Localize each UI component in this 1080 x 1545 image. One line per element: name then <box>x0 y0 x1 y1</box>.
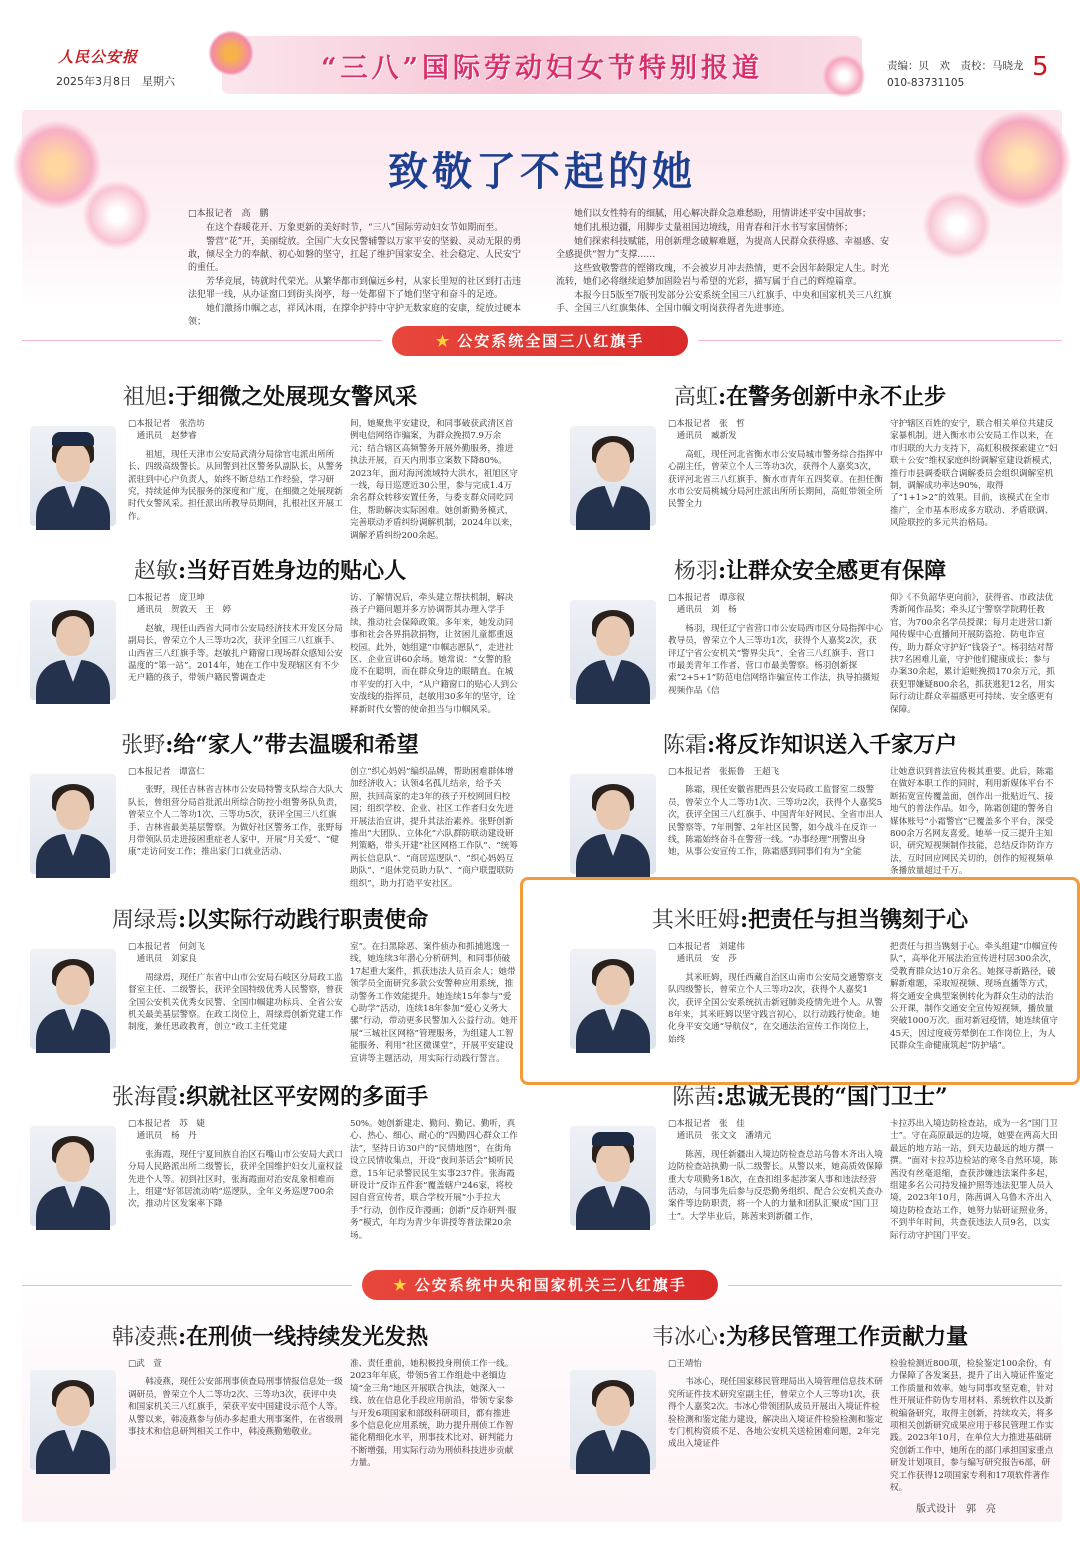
profile-zhaomin: 赵敏:当好百姓身边的贴心人 □本报记者 庞卫坤 通讯员 贺敦天 王 婷 赵敏，现任山西省大同市公安局经济技术开发区分局副局长，曾荣立个人三等功2次，获评全国三八红旗手、山西省三八红旗手等。赵敏扎户籍窗口现场群众感知公安温度的“第一站”。2014年，她在工作中发现辖区有不少无户籍的孩子，带领户籍民警调查走 访、了解情况后，牵头建立帮扶机制，解决孩子户籍问题并多方协调帮其办理入学手续，推动社会保障政策。多年来，她发动同事和社会各界捐款捐物，让贫困儿童都重返校园。此外，她组建“巾帼志愿队”，走进社区、企业宣讲60余场。她常说：“女警的脸庞不在聪明，而在群众身边的眼睛直。在城市平安的打入中，“从户籍窗口的贴心人到公安战线的指挥员，赵敏用30多年的坚守，诠释新时代女警的使命担当与巾帼风采。 <box>20 554 520 719</box>
page-number: 5 <box>1032 52 1049 82</box>
profile-headline: 祖旭:于细微之处展现女警风采 <box>122 384 418 410</box>
profile-zhanghaixia: 张海霞:织就社区平安网的多面手 □本报记者 苏 婕 通讯员 杨 丹 张海霞，现任宁夏回族自治区石嘴山市公安局大武口分局人民路派出所二级警长，获评全国维护妇女儿童权益先进个人等。初到社区时，张海霞面对治安乱象相难而上，组建“好邻居流动哨”巡逻队，全年义务巡逻700余次，推动片区发案率下降 50%。她创新建走、勤问、勤记、勤听，真心、热心、细心、耐心的“四勤四心群众工作法”，坚持日访30户的“民情地图”，在街角设立民情收集点，开设“夜间茶话会”倾听民意，15年记录警民民生实事237件。张海霞研设计“反诈五件套”覆盖辖户246家，将校园自营宣传者，联合学校开展“小手拉大手”行动，创作反诈漫画；创新“反诈研判·服务”模式，年均为青少年讲授等普法课20余场。 <box>20 1080 520 1245</box>
profile-headline: 杨羽:让群众安全感更有保障 <box>673 558 947 584</box>
profile-headline: 高虹:在警务创新中永不止步 <box>673 384 947 410</box>
layout-design-credit: 版式设计 郭 亮 <box>916 1504 996 1515</box>
profile-weibingxin: 韦冰心:为移民管理工作贡献力量 □王靖怡 韦冰心，现任国家移民管理局出入境管理信息技术研究所证件技术研究室副主任，曾荣立个人三等功1次，获得个人嘉奖2次。韦冰心带领团队成员开展出入境证件检验检测和鉴定能力建设，解决出入境证件检验检测和鉴定专门机构资质不足、各地公安机关送检困难问题，2年完成出入境证件 检验检测近800项，检验鉴定100余份，有力保障了各发案县，提升了出入境证件鉴定工作质量和效率。她与同事攻坚克难，针对性开展证件防伪专用材料、系统软件以及新税编备研究，取得主创新，持续攻关，将多项相关创新研究成果应用于移民管理工作实践。2023年10月，在单位大力推进基础研究创新工作中，她所在的部门承担国家重点研发计划项目，参与编写研究报告6部，研究工作获得12项国家专利和17项软件著作权。 <box>560 1320 1060 1495</box>
star-icon: ★ <box>435 332 452 350</box>
section-divider <box>698 340 1062 341</box>
officer-photo <box>30 426 116 526</box>
page-title: 致敬了不起的她 <box>388 148 696 195</box>
newspaper-logo: 人民公安报 <box>58 48 139 66</box>
profile-headline: 其米旺姆:把责任与担当镌刻于心 <box>651 907 969 933</box>
highlight-frame <box>520 877 1080 1085</box>
section-divider <box>22 1285 352 1286</box>
star-icon: ★ <box>393 1276 409 1294</box>
reporter-credit: □本报记者 刘建伟 通讯员 安 莎 <box>668 942 745 965</box>
officer-photo <box>570 1126 656 1226</box>
officer-photo <box>570 426 656 526</box>
profile-headline: 陈霜:将反诈知识送入千家万户 <box>662 732 958 758</box>
editor-credits: 责编：贝 欢 责校：马晓龙 010-83731105 <box>887 60 1024 89</box>
profile-qimiwangmu: 其米旺姆:把责任与担当镌刻于心 □本报记者 刘建伟 通讯员 安 莎 其米旺姆，现任西藏自治区山南市公安局交通警察支队四级警长，曾荣立个人三等功2次，获得个人嘉奖1次，获评全国公安系统抗击新冠肺炎疫情先进个人。从警8年来，其米旺姆以坚守践言初心，以行动践行使命。她化身平安交通“导航仪”，在交通法治宣传工作岗位上，始终 把责任与担当镌刻于心。牵头组建“巾帼宣传队”，高举化开展法治宣传进村居300余次，受教育群众达10万余名。她探寻新路径，破解新难题，采取短视频、现场直播等方式，将交通安全典型案例转化为群众生动的法治公开课，制作交通安全宣传短视频，播放量突破1000万次。面对新冠疫情，她连续值守45天，因过度疲劳晕倒在工作岗位上，为人民群众生命健康筑起“防护墙”。 <box>560 903 1060 1068</box>
reporter-credit: □本报记者 张 哲 通讯员 臧新发 <box>668 419 745 442</box>
intro-byline: □本报记者 高 鹏 <box>188 209 269 219</box>
profile-yangyu: 杨羽:让群众安全感更有保障 □本报记者 谭彦叙 通讯员 刘 杨 杨羽，现任辽宁省营口市公安局西市区分局指挥中心教导员，曾荣立个人三等功1次，获得个人嘉奖2次，获评辽宁省公安机关“警界尖兵”、全省三八红旗手、营口市最美青年工作者、营口市最美警察。杨羽创新探索“2+5+1”防范电信网络诈骗宣传工作法，执导拍摄短视频作品《信 仰》《不负韶华更向前》，获得省、市政法优秀新闻作品奖；牵头辽宁警察学院聘任教官，为700余名学员授课；每月走进营口新闻传媒中心直播间开展防盗抢、防电诈宣传，助力群众守护好“钱袋子”。杨羽结对帮扶7名困难儿童，守护他们健康成长；参与办案30余起，累计追赃挽损170余万元，抓获犯罪嫌疑800余名，抓获逃犯12名，用实际行动让群众幸福感更可持续、安全感更有保障。 <box>560 554 1060 719</box>
masthead <box>0 0 1080 105</box>
profile-hanlingyan: 韩凌燕:在刑侦一线持续发光发热 □武 萱 韩凌燕，现任公安部刑事侦查局刑事情报信息处一级调研员，曾荣立个人二等功2次、三等功3次，获评中央和国家机关三八红旗手，荣获平安中国建设示范个人等。从警以来，韩凌燕参与侦办多起重大刑事案件，在省级刑事技术和信息研判相关工作中，韩凌燕勤勉敬业。 准、责任重前，她积极投身刑侦工作一线。2023年年底，带领5省工作组赴中老缅边境“金三角”地区开展联合执法，她深入一线、放在信息化手段应用前沿，带领专家参与开发6项国家和部级科研项目，都有推进多个信息化应用系统，助力提升刑侦工作智能化精细化水平，刑事技术比对、研判能力不断增强，用实际行动为刑侦科技进步贡献力量。 <box>20 1320 520 1495</box>
section-banner-national: ★ 公安系统全国三八红旗手 <box>392 326 688 356</box>
reporter-credit: □本报记者 张浩坊 通讯员 赵梦睿 <box>128 419 205 442</box>
officer-photo <box>570 1370 656 1470</box>
reporter-credit: □本报记者 张 佳 通讯员 张文文 潘靖元 <box>668 1119 772 1142</box>
reporter-credit: □本报记者 何剑飞 通讯员 刘家良 <box>128 942 205 965</box>
special-report-banner <box>222 36 862 94</box>
intro-left-column: □本报记者 高 鹏 在这个春暖花开、万象更新的美好时节，“三八”国际劳动妇女节如期而至。 警营“花”开，美丽绽放。全国广大女民警辅警以万家平安的坚毅、灵动无限的勇敢，倾尽全力的奉献、初心如磐的坚守，扛起了维护国家安全、社会稳定、人民安宁的重任。 芳华竞展，铸就时代荣光。从繁华都市到偏远乡村，从家长里短的社区到打击违法犯罪一线，从办证窗口到街头岗亭，每一处都留下了她们坚守和奋斗的足迹。 她们激扬巾帼之志，祥风沐雨，在撑伞护持中守护无数家庭的安康，绽放过硬本领； <box>188 208 528 330</box>
profile-headline: 陈茜:忠诚无畏的“国门卫士” <box>672 1084 948 1110</box>
profile-headline: 张野:给“家人”带去温暖和希望 <box>121 732 419 758</box>
banner-title: “三八”国际劳动妇女节特别报道 <box>320 53 764 84</box>
flower-decoration-icon <box>922 190 992 260</box>
intro-right-column: 她们以女性特有的细腻，用心解决群众急难愁盼，用情讲述平安中国故事； 她们扎根边疆，用脚步丈量祖国边境线，用青春和汗水书写家国情怀； 她们探索科技赋能，用创新理念破解难题，为提高人民群众获得感、幸福感、安全感提供“智力”支撑…… 这些致敬警营的铿锵玫瑰，不会被岁月冲去热情，更不会因年龄限定人生。时光流转，她们必将继续追梦加固险岩与希望的光彩，描写属于自己的辉煌篇章。 本报今日5版至7版刊发部分公安系统全国三八红旗手、中央和国家机关三八红旗手、全国三八红旗集体、全国巾帼文明岗获得者先进事迹。 <box>556 209 892 314</box>
reporter-credit: □本报记者 庞卫坤 通讯员 贺敦天 王 婷 <box>128 593 232 616</box>
reporter-credit: □王靖怡 <box>668 1359 702 1369</box>
reporter-credit: □本报记者 谭彦叙 通讯员 刘 杨 <box>668 593 745 616</box>
profile-headline: 韦冰心:为移民管理工作贡献力量 <box>651 1324 969 1350</box>
section-divider <box>22 340 382 341</box>
profile-zhoulvyan: 周绿焉:以实际行动践行职责使命 □本报记者 何剑飞 通讯员 刘家良 周绿焉，现任广东省中山市公安局石岐区分局政工监督室主任、二级警长，获评全国特级优秀人民警察，曾获全国公安机关优秀女民警、全国巾帼建功标兵、全省公安机关最美基层警察。在政工岗位上，周绿焉创新党建工作制度，兼任思政教育，创立“政工主任党建 室”。在扫黑除恶、案件侦办和抓捕逃逸一线，她连续3年潜心分析研判，和同事侦破17起重大案件，抓获违法人员百余人；她带领学员全面研究多款公安警种应用系统，推动警务工作效能提升。她连续15年参与“爱心助学”活动，连续18年参加“爱心义务大骡”行动，带动更多民警加入公益行动。她开展“三城社区网格”管理服务，为组建人工智能服务、利用“社区微课堂”，开展平安建设宣讲等主题活动，用实际行动践行誓言。 <box>20 903 520 1068</box>
reporter-credit: □本报记者 张振鲁 王超飞 <box>668 767 780 777</box>
issue-date: 2025年3月8日 星期六 <box>56 75 175 88</box>
officer-photo <box>570 774 656 874</box>
officer-photo <box>30 1370 116 1470</box>
reporter-credit: □本报记者 苏 婕 通讯员 杨 丹 <box>128 1119 205 1142</box>
profile-chenxi: 陈茜:忠诚无畏的“国门卫士” □本报记者 张 佳 通讯员 张文文 潘靖元 陈茜，现任新疆出入境边防检查总站乌鲁木齐出入境边防检查站执勤一队二级警长。从警以来，她高质效保障重大专项勤务18次，在查扣组多起涉案人事和违法经营活动，与同事先后参与反恐勤务组织、配合公安机关查办案件等边防职责，将一个人的力量和团队汇聚成“国门卫士”。大学毕业后，陈茜来到新疆工作， 卡拉苏出入境边防检查站，成为一名“国门卫士”。守在高原最远的边境，她要在两高大田最远的地方站一站，到天边最远的地方撰一撰。“面对卡拉苏边检站的寒冬自然环境，陈茜没有丝毫退缩，查获涉嫌违法案件多起，组建多名公司持发撞护照等违法犯罪人员入境，2023年10月，陈茜调入乌鲁木齐出入境边防检查站工作，她努力钻研证照业务，不到半年时间，共查获违法人员9名，以实际行动守护国门平安。 <box>560 1080 1060 1245</box>
reporter-credit: □本报记者 谭富仁 <box>128 767 205 777</box>
officer-photo <box>570 600 656 700</box>
reporter-credit: □武 萱 <box>128 1359 162 1369</box>
officer-photo <box>30 1126 116 1226</box>
profile-headline: 赵敏:当好百姓身边的贴心人 <box>133 558 407 584</box>
section-banner-central: ★ 公安系统中央和国家机关三八红旗手 <box>362 1270 718 1300</box>
section-divider <box>728 1285 1062 1286</box>
profile-gaohong: 高虹:在警务创新中永不止步 □本报记者 张 哲 通讯员 臧新发 高虹，现任河北省衡水市公安局城市警务综合指挥中心副主任，曾荣立个人三等功3次，获得个人嘉奖3次，获评河北省三八红旗手、衡水市青年五四奖章。在担任衡水市公安局桃城分局河庄派出所所长期间，高虹带领全所民警全力 守护辖区百姓的安宁，联合相关单位共建反家暴机制。进入衡水市公安局工作以来，在市归联的大力支持下，高虹积极探索建立“妇联＋公安”维权家庭纠纷调解室建设新模式，推行市县调委联合调解委员会组织调解室机制，调解成功率达90%，取得了“1+1>2”的效果。目前，该模式在全市推广，全市基本形成多方联动、矛盾联调、风险联控的多元共治格局。 <box>560 380 1060 545</box>
profile-zuxu: 祖旭:于细微之处展现女警风采 □本报记者 张浩坊 通讯员 赵梦睿 祖旭，现任天津市公安局武清分局徐官屯派出所所长、四级高级警长。从回警到社区警务队副队长，从警务派驻到中心户负责人，始终不断总结工作经验，学习研究，持续延伸为民服务的深度和广度，在细微之处展现新时代女警风采。担任派出所教导员期间，扎根社区开展工作。 间，她聚焦平安建设，和同事破获武清区首例电信网络诈骗案，为群众挽损7.9万余元；结合辖区高频警务开展外勤服务，推进执法开展，百天内刑事立案数下降80%。2023年，面对海河流域特大洪水，祖旭区守一线，每日巡逻近30公里，参与完成1.4万余名群众转移安置任务，与委支群众同吃同住，帮助解决实际困难。她创新勤务模式，完善联动矛盾纠纷调解机制，2024年以来，调解矛盾纠纷200余起。 <box>20 380 520 545</box>
profile-headline: 张海霞:织就社区平安网的多面手 <box>111 1084 429 1110</box>
profile-chenshuang: 陈霜:将反诈知识送入千家万户 □本报记者 张振鲁 王超飞 陈霜，现任安徽省肥西县公安局政工监督室二级警员，曾荣立个人二等功1次、三等功2次，获得个人嘉奖5次，获评全国三八红旗手、中国青年好网民、全省市出人民警察等。7年刑警、2年社区民警，如今战斗在反诈一线，陈霜始终奋斗在警营一线。“办事经理”刑警出身她，从事公安宣传工作，陈霜感到同事们有为“全能 让她意识到普法宣传极其重要。此后，陈霜在做好本职工作的同时，利用新媒体平台不断拓宽宣传覆盖面，创作出一批贴近气、接地气的普法作品。如今，陈霜创建的警务自媒体账号“小霜警官”已覆盖多个平台，深受800余万名网友喜爱。她举一反三提升主知识，研究短视频制作技能，总结反诈防诈方法，互时回应网民关切的，创作的短视频单条播放量超过千万。 <box>560 728 1060 873</box>
officer-photo <box>30 600 116 700</box>
profile-headline: 韩凌燕:在刑侦一线持续发光发热 <box>111 1324 429 1350</box>
officer-photo <box>30 949 116 1049</box>
hero-background <box>22 110 1062 310</box>
profile-headline: 周绿焉:以实际行动践行职责使命 <box>111 907 429 933</box>
officer-photo <box>30 774 116 874</box>
profile-zhangye: 张野:给“家人”带去温暖和希望 □本报记者 谭富仁 张野，现任吉林省吉林市公安局特警支队综合大队大队长，曾组营分局首批派出所综合防控小组警务队负责，曾荣立个人二等功1次、三等功5次，获评全国三八红旗手、吉林省最美基层警察。为做好社区警务工作，张野每月带领队员走进接困重症老人家中，开展“月关爱”、“健康”走访问安工作；推出家门口就业活动、 创立“织心妈妈”编织品牌，帮助困难群体增加经济收入；认领4名孤儿结亲，给予关照，扶回高家的走3年的孩子开校网回归校园；组织学校、企业、社区工作者归女先进开展法治宣讲，提升其法治素养。张野创新推出“大团队、立体化”六队群防联动建设研判策略，带头开建“社区网格工作队”、“统筹两长信息队”、“商居巡逻队”、“织心妈妈互助队”、“退休党员助力队”、“商户联盟联防组织”，助力打造平安社区。 <box>20 728 520 893</box>
